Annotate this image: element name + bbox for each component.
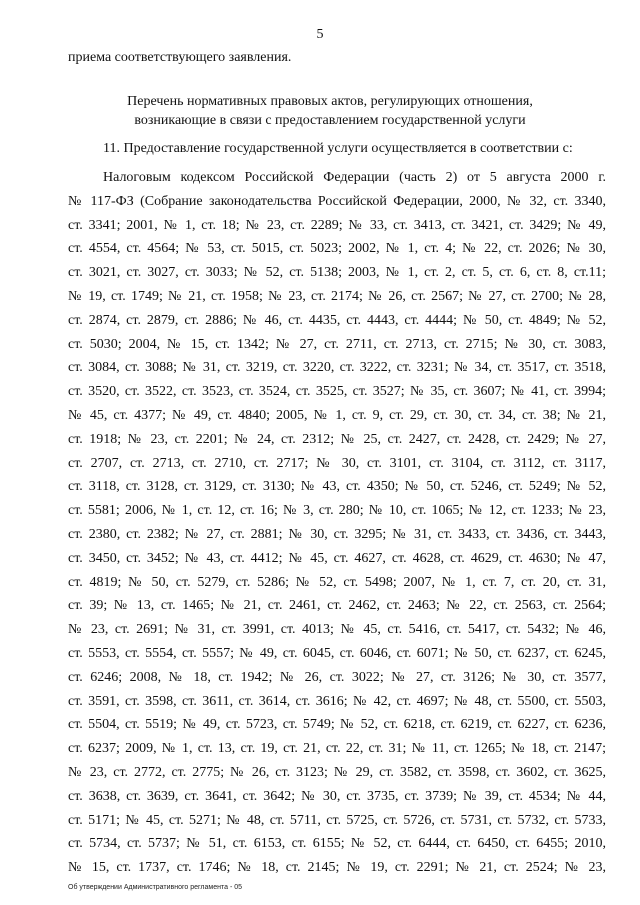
body-line: № 15, ст. 1737, ст. 1746; № 18, ст. 2145; № 19, ст. 2291; № 21, ст. 2524; № 23, (68, 860, 606, 876)
body-line: № 19, ст. 1749; № 21, ст. 1958; № 23, ст. 2174; № 26, ст. 2567; № 27, ст. 2700; № 28, (68, 288, 606, 304)
document-body (68, 166, 606, 880)
body-line: ст. 1918; № 23, ст. 2201; № 24, ст. 2312; № 25, ст. 2427, ст. 2428, ст. 2429; № 27, (68, 431, 606, 447)
body-line: ст. 5030; 2004, № 15, ст. 1342; № 27, ст. 2711, ст. 2713, ст. 2715; № 30, ст. 3083, (68, 336, 606, 352)
body-line: ст. 5504, ст. 5519; № 49, ст. 5723, ст. 5749; № 52, ст. 6218, ст. 6219, ст. 6227, ст. 6236, (68, 717, 606, 733)
body-line: ст. 3520, ст. 3522, ст. 3523, ст. 3524, ст. 3525, ст. 3527; № 35, ст. 3607; № 41, ст. 3994; (68, 384, 606, 400)
body-line: ст. 3021, ст. 3027, ст. 3033; № 52, ст. 5138; 2003, № 1, ст. 2, ст. 5, ст. 6, ст. 8, ст.11; (68, 265, 606, 281)
heading-line-1: Перечень нормативных правовых актов, регулирующих отношения, (127, 94, 533, 109)
body-line: ст. 2874, ст. 2879, ст. 2886; № 46, ст. 4435, ст. 4443, ст. 4444; № 50, ст. 4849; № 52, (68, 312, 606, 328)
page-number: 5 (316, 27, 324, 42)
body-line: № 23, ст. 2772, ст. 2775; № 26, ст. 3123; № 29, ст. 3582, ст. 3598, ст. 3602, ст. 3625, (68, 764, 606, 780)
body-line: ст. 3638, ст. 3639, ст. 3641, ст. 3642; № 30, ст. 3735, ст. 3739; № 39, ст. 4534; № 44, (68, 788, 606, 804)
body-line: № 117-ФЗ (Собрание законодательства Российской Федерации, 2000, № 32, ст. 3340, (68, 193, 606, 209)
body-line: ст. 4819; № 50, ст. 5279, ст. 5286; № 52, ст. 5498; 2007, № 1, ст. 7, ст. 20, ст. 31, (68, 574, 606, 590)
continuation-line: приема соответствующего заявления. (68, 50, 292, 65)
body-line: ст. 3084, ст. 3088; № 31, ст. 3219, ст. 3220, ст. 3222, ст. 3231; № 34, ст. 3517, ст. 3518, (68, 360, 606, 376)
body-line: ст. 6237; 2009, № 1, ст. 13, ст. 19, ст. 21, ст. 22, ст. 31; № 11, ст. 1265; № 18, ст. 2147; (68, 741, 606, 757)
body-line: ст. 5553, ст. 5554, ст. 5557; № 49, ст. 6045, ст. 6046, ст. 6071; № 50, ст. 6237, ст. 6245, (68, 645, 606, 661)
body-line: № 23, ст. 2691; № 31, ст. 3991, ст. 4013; № 45, ст. 5416, ст. 5417, ст. 5432; № 46, (68, 622, 606, 638)
body-line: ст. 2707, ст. 2713, ст. 2710, ст. 2717; № 30, ст. 3101, ст. 3104, ст. 3112, ст. 3117, (68, 455, 606, 471)
body-line: ст. 5734, ст. 5737; № 51, ст. 6153, ст. 6155; № 52, ст. 6444, ст. 6450, ст. 6455; 2010, (68, 836, 606, 852)
body-line: ст. 4554, ст. 4564; № 53, ст. 5015, ст. 5023; 2002, № 1, ст. 4; № 22, ст. 2026; № 30, (68, 241, 606, 257)
body-line: ст. 3591, ст. 3598, ст. 3611, ст. 3614, ст. 3616; № 42, ст. 4697; № 48, ст. 5500, ст. 5503, (68, 693, 606, 709)
body-line: ст. 3118, ст. 3128, ст. 3129, ст. 3130; № 43, ст. 4350; № 50, ст. 5246, ст. 5249; № 52, (68, 479, 606, 495)
body-line: ст. 2380, ст. 2382; № 27, ст. 2881; № 30, ст. 3295; № 31, ст. 3433, ст. 3436, ст. 3443, (68, 526, 606, 542)
body-line: ст. 6246; 2008, № 18, ст. 1942; № 26, ст. 3022; № 27, ст. 3126; № 30, ст. 3577, (68, 669, 606, 685)
body-line: ст. 3341; 2001, № 1, ст. 18; № 23, ст. 2289; № 33, ст. 3413, ст. 3421, ст. 3429; № 49, (68, 217, 606, 233)
heading-line-2: возникающие в связи с предоставлением государственной услуги (134, 113, 526, 128)
body-line: Налоговым кодексом Российской Федерации (часть 2) от 5 августа 2000 г. (103, 170, 606, 185)
body-line: № 45, ст. 4377; № 49, ст. 4840; 2005, № 1, ст. 9, ст. 29, ст. 30, ст. 34, ст. 38; № 21, (68, 407, 606, 423)
clause-11-intro: 11. Предоставление государственной услуги осуществляется в соответствии с: (103, 141, 573, 156)
body-line: ст. 39; № 13, ст. 1465; № 21, ст. 2461, ст. 2462, ст. 2463; № 22, ст. 2563, ст. 2564; (68, 598, 606, 614)
section-heading (60, 92, 600, 130)
body-line: ст. 5581; 2006, № 1, ст. 12, ст. 16; № 3, ст. 280; № 10, ст. 1065; № 12, ст. 1233; № 23, (68, 503, 606, 519)
body-line: ст. 5171; № 45, ст. 5271; № 48, ст. 5711, ст. 5725, ст. 5726, ст. 5731, ст. 5732, ст. 5733, (68, 812, 606, 828)
body-line: ст. 3450, ст. 3452; № 43, ст. 4412; № 45, ст. 4627, ст. 4628, ст. 4629, ст. 4630; № 47, (68, 550, 606, 566)
page-footer: Об утверждении Административного регламента - 05 (68, 884, 243, 891)
